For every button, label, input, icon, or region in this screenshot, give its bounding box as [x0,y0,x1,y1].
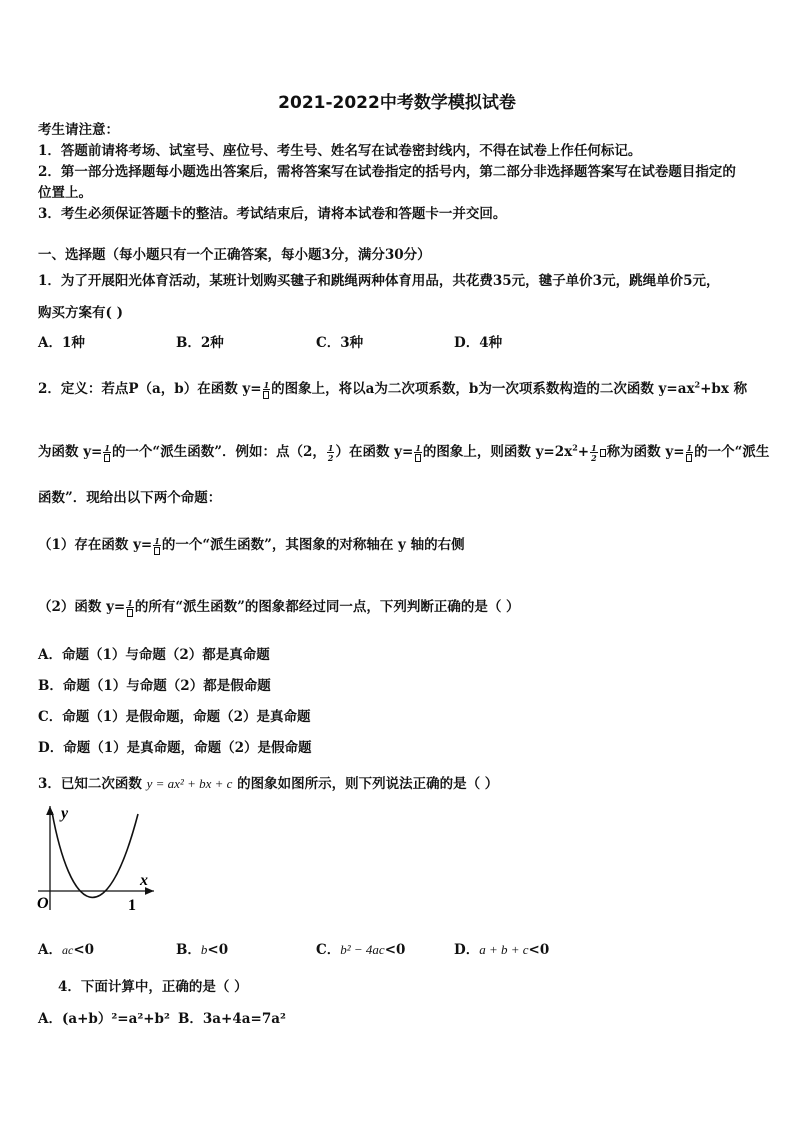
page-title: 2021-2022中考数学模拟试卷 [278,93,516,113]
frac-num: 1 [415,442,421,453]
q3-option-b [176,941,228,959]
frac-den-box [154,547,160,555]
parabola-curve [52,812,138,897]
q2-text: 的图象上，则函数 y=2x [422,444,573,460]
option-letter: B． [176,942,201,958]
exponent: 2 [572,442,578,453]
origin-label: O [37,895,49,912]
frac-den-box [263,391,269,399]
section-heading: 一、选择题（每小题只有一个正确答案，每小题3分，满分30分） [38,247,431,263]
q2-text: 称为函数 y= [606,444,685,460]
x-axis-label: x [140,872,148,889]
option-relation: <0 [528,942,550,958]
frac-den: 2 [327,452,334,463]
notice-heading: 考生请注意： [38,122,119,138]
frac-num: 1 [104,442,110,453]
q2-option-a: A．命题（1）与命题（2）都是真命题 [38,647,270,663]
q2-text: ）在函数 y= [335,444,414,460]
notice-item-1: 1．答题前请将考场、试室号、座位号、考生号、姓名写在试卷密封线内，不得在试卷上作任何标记。 [38,143,642,159]
frac-num: 1 [327,442,334,453]
q3-option-d [454,941,549,959]
frac-den: 2 [591,452,597,463]
q3-text: 的图象如图所示，则下列说法正确的是（ ） [237,776,499,792]
exponent: 2 [694,379,701,390]
q2-text: （2）函数 y= [38,599,126,615]
missing-glyph-box [600,448,606,457]
fraction-1-over-box [126,599,134,617]
q2-text: （1）存在函数 y= [38,537,153,553]
q2-proposition-2 [38,598,520,617]
q2-stem-line3: 函数”．现给出以下两个命题： [38,490,222,506]
fraction-one-half [590,444,598,462]
q3-text: 3．已知二次函数 [38,776,142,792]
q1-option-a: A．1种 [38,335,85,351]
option-letter: D． [454,942,480,958]
frac-den-box [104,454,110,462]
q4-stem: 4．下面计算中，正确的是（ ） [58,979,248,995]
fraction-one-half [327,444,335,462]
option-math: b² − 4ac [340,942,385,957]
notice-item-2-cont: 位置上。 [38,185,92,201]
frac-den-box [127,609,133,617]
q2-stem-line1 [38,380,747,399]
notice-item-3: 3．考生必须保证答题卡的整洁。考试结束后，请将本试卷和答题卡一并交回。 [38,206,507,222]
frac-num: 1 [591,442,597,453]
y-axis-label: y [61,805,69,822]
option-math: ac [61,943,74,957]
fraction-1-over-box [263,381,271,399]
q1-stem-line2: 购买方案有( ) [38,305,123,321]
q2-text: 的所有“派生函数”的图象都经过同一点，下列判断正确的是（ ） [134,599,520,615]
option-relation: <0 [73,942,95,958]
frac-den-box [600,449,606,457]
frac-num: 1 [127,597,133,608]
fraction-1-over-box [103,444,111,462]
q1-stem-line1: 1．为了开展阳光体育活动，某班计划购买毽子和跳绳两种体育用品，共花费35元，毽子单价3元，跳绳单价5元， [38,273,720,289]
q3-stem [38,775,498,793]
frac-num: 1 [686,442,693,453]
q2-text: 的一个“派生函数”．例如：点（2， [111,444,326,460]
option-relation: <0 [207,942,229,958]
option-letter: C． [316,942,341,958]
frac-den-box [686,454,692,462]
q2-option-d: D．命题（1）是真命题，命题（2）是假命题 [38,740,312,756]
q2-option-b: B．命题（1）与命题（2）都是假命题 [38,678,271,694]
option-relation: <0 [384,942,406,958]
q2-text: 的一个“派生函数”，其图象的对称轴在 y 轴的右侧 [161,537,465,553]
fraction-1-over-box [686,444,694,462]
q1-option-c: C．3种 [316,335,364,351]
option-math: b [200,942,208,957]
q2-proposition-1 [38,536,465,555]
frac-den-box [415,454,421,462]
q4-option-b: B．3a+4a=7a² [178,1011,286,1027]
q1-option-b: B．2种 [176,335,224,351]
option-math: a + b + c [479,942,529,957]
q2-text: + [577,444,590,460]
tick-label-one: 1 [128,897,136,914]
q2-text: 的图象上，将以a为二次项系数，b为一次项系数构造的二次函数 y=ax [271,381,695,397]
q2-text: +bx 称 [700,381,748,397]
q2-option-c: C．命题（1）是假命题，命题（2）是真命题 [38,709,311,725]
fraction-1-over-box [153,537,161,555]
q2-text: 为函数 y= [38,444,103,460]
q4-option-a: A．(a+b）²=a²+b² [38,1011,170,1027]
q1-option-d: D．4种 [454,335,503,351]
fraction-1-over-box [414,444,422,462]
q2-text: 的一个“派生 [694,444,770,460]
parabola-graph [30,800,160,920]
frac-num: 1 [154,535,160,546]
frac-num: 1 [263,379,270,390]
notice-item-2: 2．第一部分选择题每小题选出答案后，需将答案写在试卷指定的括号内，第二部分非选择题答案写在试卷题目指定的 [38,164,736,180]
q3-option-c [316,941,405,959]
q2-text: 2．定义：若点P（a，b）在函数 y= [38,381,262,397]
q3-option-a [38,941,94,959]
q2-stem-line2 [38,443,769,462]
q3-formula: y = ax² + bx + c [146,776,233,791]
option-letter: A． [38,942,62,958]
